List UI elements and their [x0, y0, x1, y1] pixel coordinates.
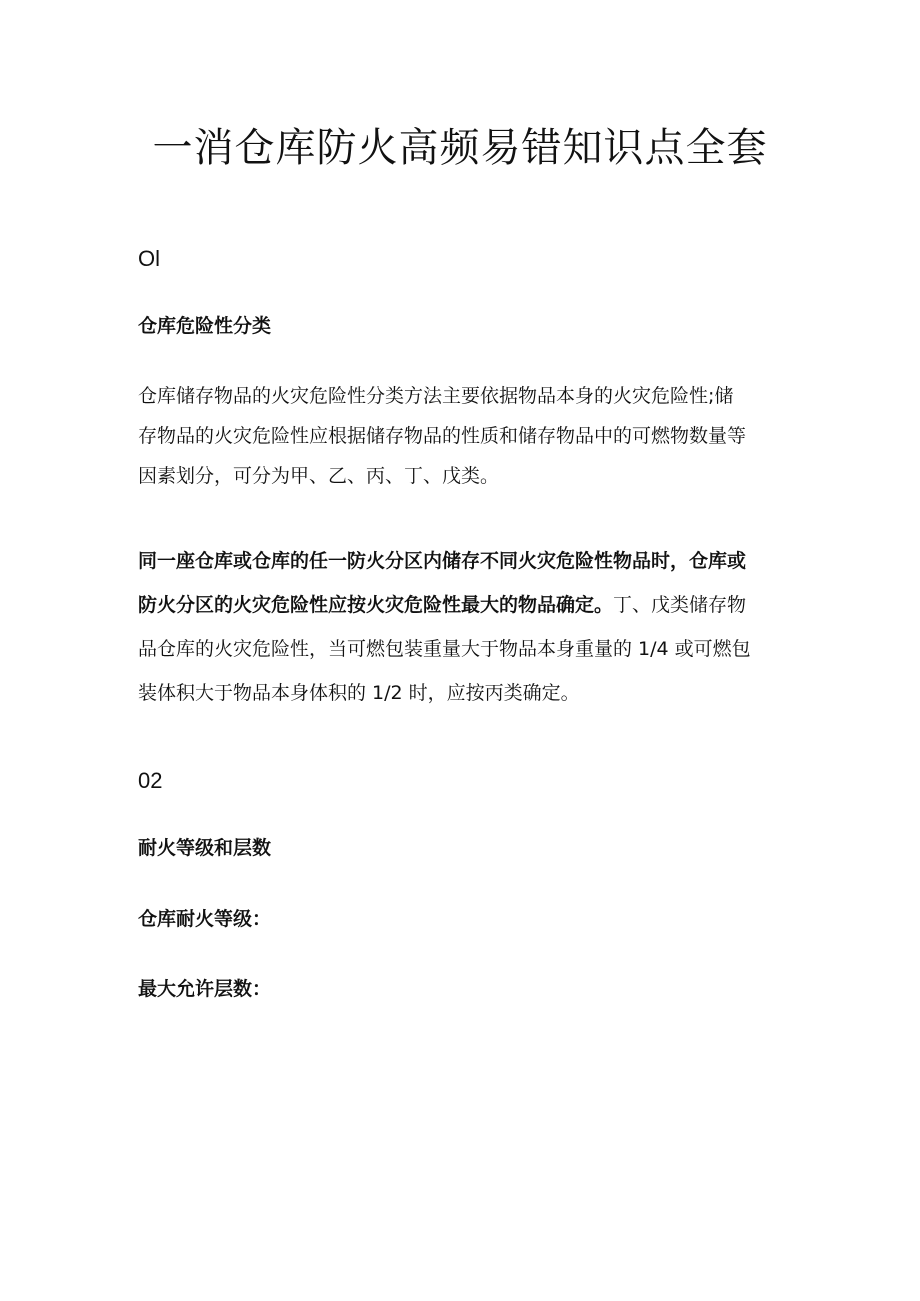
document-title: 一消仓库防火高频易错知识点全套 — [152, 125, 768, 171]
paragraph-line: 装体积大于物品本身体积的 1/2 时，应按丙类确定。 — [138, 682, 580, 704]
paragraph-line — [138, 583, 788, 627]
paragraph-line: 品仓库的火灾危险性，当可燃包装重量大于物品本身重量的 1/4 或可燃包 — [138, 638, 751, 660]
section-number-02: 02 — [138, 768, 163, 793]
paragraph-line: 仓库储存物品的火灾危险性分类方法主要依据物品本身的火灾危险性;储 — [138, 385, 734, 407]
paragraph-hazard-classification — [138, 376, 788, 496]
section-heading-fire-rating: 耐火等级和层数 — [138, 837, 272, 859]
paragraph-bold-fragment: 防火分区的火灾危险性应按火灾危险性最大的物品确定。 — [138, 594, 614, 616]
section-heading-warehouse-hazard: 仓库危险性分类 — [138, 315, 272, 337]
paragraph-mixed-storage-rule — [138, 539, 788, 715]
section-number-01: Ol — [138, 246, 160, 271]
paragraph-text-fragment: 丁、戊类储存物 — [613, 594, 747, 616]
subheading-max-floors: 最大允许层数： — [138, 978, 272, 1000]
subheading-warehouse-fire-rating: 仓库耐火等级： — [138, 908, 272, 930]
paragraph-line: 因素划分，可分为甲、乙、丙、丁、戊类。 — [138, 465, 500, 487]
paragraph-line: 存物品的火灾危险性应根据储存物品的性质和储存物品中的可燃物数量等 — [138, 425, 747, 447]
paragraph-bold-line: 同一座仓库或仓库的任一防火分区内储存不同火灾危险性物品时，仓库或 — [138, 550, 747, 572]
